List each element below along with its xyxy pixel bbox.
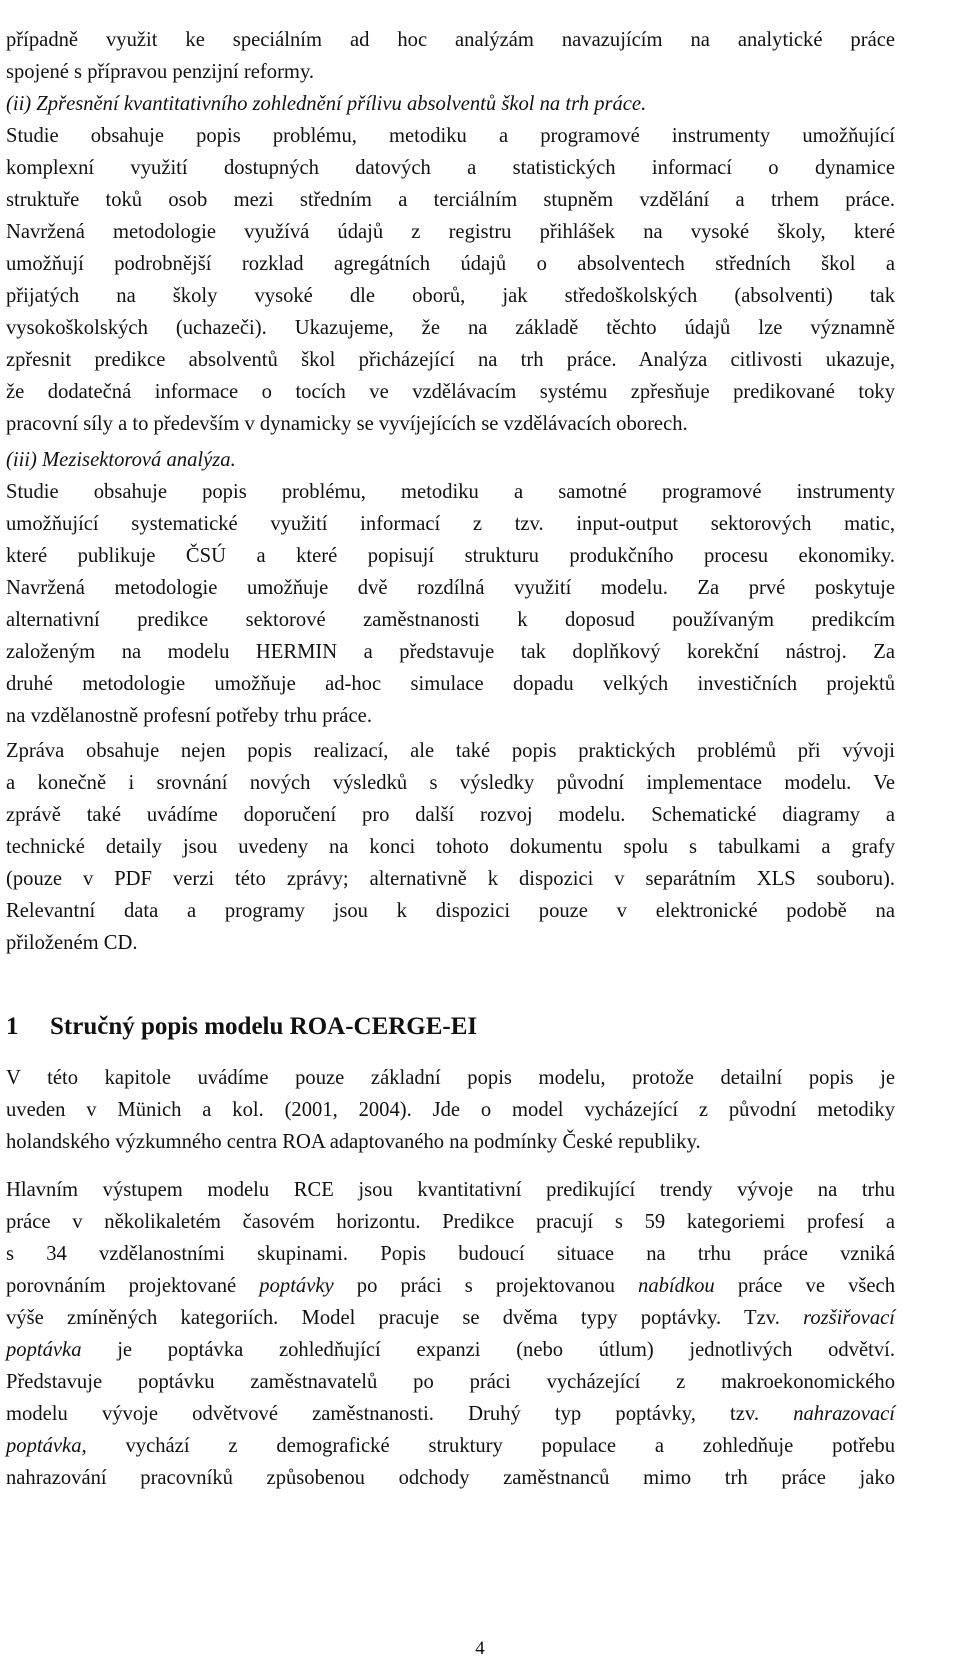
- text-span: výše zmíněných kategoriích. Model pracuje se dvěma typy poptávky. Tzv.: [6, 1307, 804, 1329]
- text-span: , vychází z demografické struktury populace a zohledňuje potřebu: [81, 1435, 895, 1457]
- text-line: Relevantní data a programy jsou k dispozici pouze v elektronické podobě na: [6, 900, 895, 922]
- text-line: založeným na modelu HERMIN a představuje tak doplňkový korekční nástroj. Za: [6, 641, 895, 663]
- text-line: které publikuje ČSÚ a které popisují strukturu produkčního procesu ekonomiky.: [6, 545, 895, 567]
- text-line: spojené s přípravou penzijní reformy.: [6, 61, 315, 83]
- chapter-title: Stručný popis modelu ROA-CERGE-EI: [50, 1013, 478, 1040]
- text-line: práce v několikaletém časovém horizontu. Predikce pracují s 59 kategoriemi profesí a: [6, 1211, 895, 1233]
- text-line: s 34 vzdělanostními skupinami. Popis budoucí situace na trhu práce vzniká: [6, 1243, 895, 1265]
- emphasis-term: nabídkou: [638, 1275, 715, 1297]
- chapter-heading: [6, 1012, 477, 1042]
- text-line: zprávě také uvádíme doporučení pro další rozvoj modelu. Schematické diagramy a: [6, 804, 895, 826]
- text-line: uveden v Münich a kol. (2001, 2004). Jde o model vycházející z původní metodiky: [6, 1099, 895, 1121]
- section-heading: (ii) Zpřesnění kvantitativního zohlednění přílivu absolventů škol na trh práce.: [6, 93, 647, 115]
- text-line: a konečně i srovnání nových výsledků s výsledky původní implementace modelu. Ve: [6, 772, 895, 794]
- text-line: přiloženém CD.: [6, 932, 138, 954]
- text-line: druhé metodologie umožňuje ad-hoc simulace dopadu velkých investičních projektů: [6, 673, 895, 695]
- text-line: Navržená metodologie umožňuje dvě rozdílná využití modelu. Za prvé poskytuje: [6, 577, 895, 599]
- text-span: modelu vývoje odvětvové zaměstnanosti. Druhý typ poptávky, tzv.: [6, 1403, 794, 1425]
- emphasis-term: poptávka: [6, 1339, 82, 1361]
- section-ii: [6, 88, 895, 440]
- text-line: holandského výzkumného centra ROA adaptovaného na podmínky České republiky.: [6, 1131, 701, 1153]
- text-span: je poptávka zohledňující expanzi (nebo útlum) jednotlivých odvětví.: [81, 1339, 895, 1361]
- text-line: komplexní využití dostupných datových a statistických informací o dynamice: [6, 157, 895, 179]
- text-span: práce ve všech: [714, 1275, 895, 1297]
- text-line: alternativní predikce sektorové zaměstnanosti k doposud používaným predikcím: [6, 609, 895, 631]
- text-line: [6, 1334, 895, 1366]
- text-line: (pouze v PDF verzi této zprávy; alternativně k dispozici v separátním XLS souboru).: [6, 868, 895, 890]
- text-line: umožňující systematické využití informací z tzv. input-output sektorových matic,: [6, 513, 895, 535]
- output-paragraph: [6, 1174, 895, 1494]
- text-span: porovnáním projektované: [6, 1275, 260, 1297]
- section-iii: [6, 444, 895, 732]
- text-line: [6, 1430, 895, 1462]
- text-line: [6, 1398, 895, 1430]
- text-line: Zpráva obsahuje nejen popis realizací, ale také popis praktických problémů při vývoji: [6, 740, 895, 762]
- paragraph-continuation: [6, 24, 895, 88]
- text-line: na vzdělanostně profesní potřeby trhu práce.: [6, 705, 372, 727]
- intro-paragraph: [6, 1062, 895, 1158]
- text-line: [6, 1270, 895, 1302]
- text-line: pracovní síly a to především v dynamicky se vyvíjejících se vzdělávacích oborech.: [6, 413, 688, 435]
- text-line: Představuje poptávku zaměstnavatelů po práci vycházející z makroekonomického: [6, 1371, 895, 1393]
- text-line: V této kapitole uvádíme pouze základní popis modelu, protože detailní popis je: [6, 1067, 895, 1089]
- section-heading: (iii) Mezisektorová analýza.: [6, 449, 236, 471]
- emphasis-term: rozšiřovací: [803, 1307, 895, 1329]
- report-paragraph: [6, 735, 895, 959]
- text-line: [6, 1302, 895, 1334]
- text-line: přijatých na školy vysoké dle oborů, jak středoškolských (absolventi) tak: [6, 285, 895, 307]
- emphasis-term: nahrazovací: [793, 1403, 895, 1425]
- emphasis-term: poptávky: [259, 1275, 334, 1297]
- text-line: struktuře toků osob mezi středním a terciálním stupněm vzdělání a trhem práce.: [6, 189, 895, 211]
- text-line: Studie obsahuje popis problému, metodiku a samotné programové instrumenty: [6, 481, 895, 503]
- text-span: po práci s projektovanou: [333, 1275, 639, 1297]
- text-line: umožňují podrobnější rozklad agregátních údajů o absolventech středních škol a: [6, 253, 895, 275]
- text-line: Studie obsahuje popis problému, metodiku a programové instrumenty umožňující: [6, 125, 895, 147]
- text-line: technické detaily jsou uvedeny na konci tohoto dokumentu spolu s tabulkami a grafy: [6, 836, 895, 858]
- page-number: 4: [475, 1638, 485, 1659]
- text-line: případně využit ke speciálním ad hoc analýzám navazujícím na analytické práce: [6, 29, 895, 51]
- text-line: Hlavním výstupem modelu RCE jsou kvantitativní predikující trendy vývoje na trhu: [6, 1179, 895, 1201]
- text-line: nahrazování pracovníků způsobenou odchody zaměstnanců mimo trh práce jako: [6, 1467, 895, 1489]
- text-line: zpřesnit predikce absolventů škol přicházející na trh práce. Analýza citlivosti ukazuje,: [6, 349, 895, 371]
- text-line: vysokoškolských (uchazeči). Ukazujeme, že na základě těchto údajů lze významně: [6, 317, 895, 339]
- chapter-number: 1: [6, 1013, 19, 1040]
- text-line: že dodatečná informace o tocích ve vzdělávacím systému zpřesňuje predikované toky: [6, 381, 895, 403]
- emphasis-term: poptávka: [6, 1435, 82, 1457]
- text-line: Navržená metodologie využívá údajů z registru přihlášek na vysoké školy, které: [6, 221, 895, 243]
